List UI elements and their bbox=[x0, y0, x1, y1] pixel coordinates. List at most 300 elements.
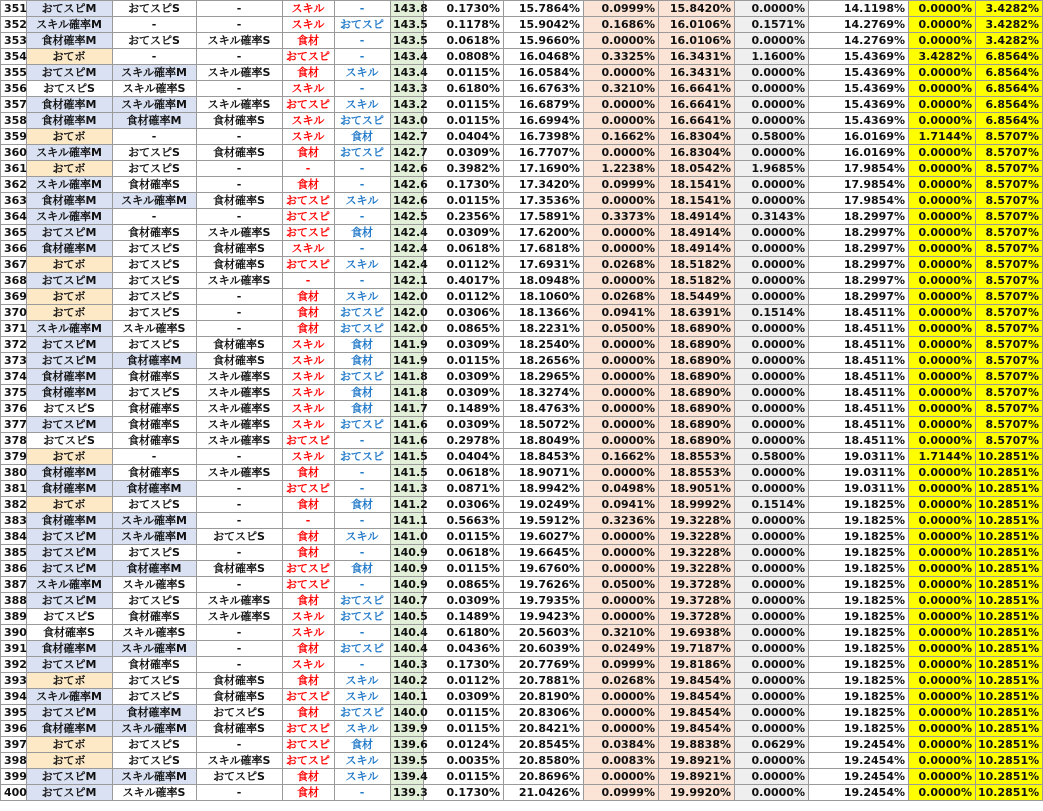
cell-score: 141.3 bbox=[391, 481, 424, 497]
cell-rank: 369 bbox=[1, 289, 27, 305]
cell-score: 140.0 bbox=[391, 705, 424, 721]
cell-sub-skill-2: スキル確率M bbox=[113, 529, 197, 545]
cell-prob-b: 0.0000% bbox=[735, 609, 809, 625]
cell-nature-down: - bbox=[335, 657, 391, 673]
cell-sub-skill-1: 食材確率S bbox=[27, 625, 113, 641]
cell-prob-c: 0.0000% bbox=[909, 209, 976, 225]
table-row bbox=[1, 49, 1043, 65]
cell-cumulative-b: 19.1825% bbox=[809, 689, 909, 705]
cell-probability: 0.0115% bbox=[424, 705, 504, 721]
cell-probability: 0.0115% bbox=[424, 65, 504, 81]
cell-prob-b: 0.0000% bbox=[735, 337, 809, 353]
cell-sub-skill-1: 食材確率M bbox=[27, 385, 113, 401]
cell-cumulative-probability: 18.8049% bbox=[504, 433, 584, 449]
cell-nature-up: おてスピ bbox=[283, 433, 335, 449]
cell-score: 142.6 bbox=[391, 193, 424, 209]
cell-cumulative-a: 16.6641% bbox=[659, 81, 735, 97]
cell-rank: 378 bbox=[1, 433, 27, 449]
cell-cumulative-b: 19.1825% bbox=[809, 561, 909, 577]
cell-sub-skill-2: スキル確率S bbox=[113, 577, 197, 593]
table-row bbox=[1, 705, 1043, 721]
cell-cumulative-probability: 18.2656% bbox=[504, 353, 584, 369]
cell-sub-skill-3: - bbox=[197, 209, 283, 225]
cell-cumulative-b: 18.4511% bbox=[809, 417, 909, 433]
cell-nature-down: 食材 bbox=[335, 401, 391, 417]
cell-cumulative-a: 19.3228% bbox=[659, 529, 735, 545]
cell-score: 142.7 bbox=[391, 145, 424, 161]
cell-cumulative-probability: 16.0584% bbox=[504, 65, 584, 81]
cell-sub-skill-3: 食材確率S bbox=[197, 673, 283, 689]
cell-prob-a: 0.0000% bbox=[584, 721, 659, 737]
cell-cumulative-probability: 16.7398% bbox=[504, 129, 584, 145]
cell-prob-a: 0.1662% bbox=[584, 449, 659, 465]
table-row bbox=[1, 609, 1043, 625]
cell-rank: 374 bbox=[1, 369, 27, 385]
cell-nature-down: おてスピ bbox=[335, 705, 391, 721]
cell-score: 143.4 bbox=[391, 49, 424, 65]
cell-score: 141.8 bbox=[391, 369, 424, 385]
cell-rank: 380 bbox=[1, 465, 27, 481]
cell-probability: 0.0309% bbox=[424, 417, 504, 433]
cell-probability: 0.2978% bbox=[424, 433, 504, 449]
cell-score: 142.0 bbox=[391, 289, 424, 305]
cell-prob-b: 0.1571% bbox=[735, 17, 809, 33]
cell-cumulative-c: 10.2851% bbox=[976, 753, 1043, 769]
cell-cumulative-a: 18.9051% bbox=[659, 481, 735, 497]
cell-nature-down: 食材 bbox=[335, 737, 391, 753]
cell-cumulative-b: 18.4511% bbox=[809, 305, 909, 321]
cell-score: 142.5 bbox=[391, 209, 424, 225]
cell-score: 143.5 bbox=[391, 17, 424, 33]
cell-sub-skill-1: おてスピM bbox=[27, 785, 113, 801]
cell-nature-down: おてスピ bbox=[335, 321, 391, 337]
cell-prob-b: 0.0000% bbox=[735, 513, 809, 529]
cell-sub-skill-1: おてスピM bbox=[27, 337, 113, 353]
cell-cumulative-a: 19.3228% bbox=[659, 513, 735, 529]
cell-cumulative-a: 16.8304% bbox=[659, 129, 735, 145]
cell-cumulative-probability: 20.8545% bbox=[504, 737, 584, 753]
cell-prob-a: 0.0000% bbox=[584, 593, 659, 609]
cell-rank: 383 bbox=[1, 513, 27, 529]
cell-rank: 366 bbox=[1, 241, 27, 257]
cell-rank: 386 bbox=[1, 561, 27, 577]
cell-sub-skill-2: おてスピS bbox=[113, 1, 197, 17]
cell-prob-c: 0.0000% bbox=[909, 417, 976, 433]
table-row bbox=[1, 113, 1043, 129]
cell-cumulative-probability: 16.6763% bbox=[504, 81, 584, 97]
cell-rank: 385 bbox=[1, 545, 27, 561]
cell-prob-c: 0.0000% bbox=[909, 641, 976, 657]
cell-probability: 0.0309% bbox=[424, 145, 504, 161]
cell-cumulative-a: 19.8454% bbox=[659, 689, 735, 705]
cell-prob-c: 0.0000% bbox=[909, 705, 976, 721]
cell-cumulative-probability: 18.1366% bbox=[504, 305, 584, 321]
cell-cumulative-b: 18.4511% bbox=[809, 401, 909, 417]
cell-sub-skill-3: - bbox=[197, 641, 283, 657]
cell-prob-b: 0.0000% bbox=[735, 369, 809, 385]
cell-sub-skill-3: スキル確率S bbox=[197, 65, 283, 81]
cell-sub-skill-2: スキル確率M bbox=[113, 721, 197, 737]
cell-cumulative-probability: 19.6027% bbox=[504, 529, 584, 545]
cell-nature-down: 食材 bbox=[335, 385, 391, 401]
cell-nature-up: 食材 bbox=[283, 497, 335, 513]
cell-cumulative-c: 8.5707% bbox=[976, 161, 1043, 177]
cell-prob-a: 0.3210% bbox=[584, 625, 659, 641]
cell-probability: 0.0618% bbox=[424, 465, 504, 481]
cell-cumulative-a: 16.6641% bbox=[659, 113, 735, 129]
cell-nature-down: - bbox=[335, 481, 391, 497]
cell-rank: 359 bbox=[1, 129, 27, 145]
table-row bbox=[1, 561, 1043, 577]
cell-cumulative-probability: 20.8696% bbox=[504, 769, 584, 785]
cell-cumulative-c: 8.5707% bbox=[976, 353, 1043, 369]
cell-sub-skill-3: スキル確率S bbox=[197, 401, 283, 417]
cell-cumulative-b: 18.2997% bbox=[809, 257, 909, 273]
cell-score: 143.8 bbox=[391, 1, 424, 17]
cell-nature-up: スキル bbox=[283, 81, 335, 97]
cell-prob-a: 0.0500% bbox=[584, 321, 659, 337]
cell-prob-a: 0.0000% bbox=[584, 369, 659, 385]
cell-cumulative-a: 15.8420% bbox=[659, 1, 735, 17]
table-row bbox=[1, 641, 1043, 657]
table-row bbox=[1, 289, 1043, 305]
cell-probability: 0.0404% bbox=[424, 129, 504, 145]
cell-rank: 363 bbox=[1, 193, 27, 209]
cell-cumulative-a: 19.8186% bbox=[659, 657, 735, 673]
table-row bbox=[1, 545, 1043, 561]
cell-probability: 0.1489% bbox=[424, 609, 504, 625]
cell-cumulative-c: 3.4282% bbox=[976, 1, 1043, 17]
cell-cumulative-b: 19.0311% bbox=[809, 449, 909, 465]
cell-prob-a: 0.0000% bbox=[584, 33, 659, 49]
cell-score: 141.5 bbox=[391, 465, 424, 481]
cell-sub-skill-1: 食材確率M bbox=[27, 97, 113, 113]
cell-nature-down: スキル bbox=[335, 529, 391, 545]
cell-cumulative-probability: 17.6818% bbox=[504, 241, 584, 257]
cell-score: 140.9 bbox=[391, 545, 424, 561]
table-row bbox=[1, 145, 1043, 161]
cell-cumulative-probability: 19.7935% bbox=[504, 593, 584, 609]
cell-cumulative-probability: 17.3536% bbox=[504, 193, 584, 209]
cell-prob-c: 0.0000% bbox=[909, 593, 976, 609]
table-row bbox=[1, 401, 1043, 417]
cell-rank: 388 bbox=[1, 593, 27, 609]
cell-cumulative-b: 19.1825% bbox=[809, 625, 909, 641]
cell-cumulative-b: 18.4511% bbox=[809, 337, 909, 353]
cell-probability: 0.6180% bbox=[424, 625, 504, 641]
cell-nature-up: スキル bbox=[283, 657, 335, 673]
cell-nature-down: - bbox=[335, 241, 391, 257]
cell-cumulative-probability: 18.2231% bbox=[504, 321, 584, 337]
cell-prob-b: 0.0000% bbox=[735, 225, 809, 241]
cell-nature-down: 食材 bbox=[335, 497, 391, 513]
cell-cumulative-c: 8.5707% bbox=[976, 321, 1043, 337]
cell-cumulative-b: 18.2997% bbox=[809, 273, 909, 289]
cell-probability: 0.5663% bbox=[424, 513, 504, 529]
cell-sub-skill-3: おてスピS bbox=[197, 769, 283, 785]
cell-cumulative-c: 10.2851% bbox=[976, 529, 1043, 545]
cell-cumulative-c: 8.5707% bbox=[976, 209, 1043, 225]
cell-score: 140.9 bbox=[391, 577, 424, 593]
cell-nature-up: おてスピ bbox=[283, 721, 335, 737]
cell-sub-skill-1: 食材確率M bbox=[27, 241, 113, 257]
cell-prob-c: 0.0000% bbox=[909, 433, 976, 449]
cell-prob-b: 1.9685% bbox=[735, 161, 809, 177]
cell-rank: 390 bbox=[1, 625, 27, 641]
cell-nature-up: 食材 bbox=[283, 145, 335, 161]
cell-rank: 358 bbox=[1, 113, 27, 129]
cell-probability: 0.0404% bbox=[424, 449, 504, 465]
cell-prob-a: 0.3210% bbox=[584, 81, 659, 97]
cell-cumulative-a: 18.6391% bbox=[659, 305, 735, 321]
cell-prob-c: 0.0000% bbox=[909, 785, 976, 801]
cell-cumulative-probability: 18.1060% bbox=[504, 289, 584, 305]
cell-score: 142.0 bbox=[391, 321, 424, 337]
cell-sub-skill-2: 食材確率S bbox=[113, 417, 197, 433]
cell-rank: 377 bbox=[1, 417, 27, 433]
cell-nature-up: スキル bbox=[283, 625, 335, 641]
cell-cumulative-a: 16.0106% bbox=[659, 33, 735, 49]
cell-probability: 0.0115% bbox=[424, 97, 504, 113]
table-row bbox=[1, 369, 1043, 385]
cell-prob-a: 0.3373% bbox=[584, 209, 659, 225]
cell-cumulative-a: 18.6890% bbox=[659, 433, 735, 449]
cell-sub-skill-1: おてスピS bbox=[27, 609, 113, 625]
cell-cumulative-a: 18.8553% bbox=[659, 465, 735, 481]
cell-nature-up: 食材 bbox=[283, 545, 335, 561]
cell-prob-a: 0.0268% bbox=[584, 257, 659, 273]
cell-prob-b: 0.0000% bbox=[735, 705, 809, 721]
cell-sub-skill-1: おてスピS bbox=[27, 81, 113, 97]
cell-cumulative-b: 19.1825% bbox=[809, 529, 909, 545]
cell-cumulative-probability: 20.8190% bbox=[504, 689, 584, 705]
cell-cumulative-probability: 20.7881% bbox=[504, 673, 584, 689]
cell-cumulative-b: 18.2997% bbox=[809, 209, 909, 225]
cell-cumulative-c: 8.5707% bbox=[976, 337, 1043, 353]
cell-rank: 379 bbox=[1, 449, 27, 465]
cell-cumulative-c: 6.8564% bbox=[976, 113, 1043, 129]
cell-sub-skill-2: スキル確率M bbox=[113, 769, 197, 785]
cell-rank: 354 bbox=[1, 49, 27, 65]
cell-score: 140.9 bbox=[391, 561, 424, 577]
cell-probability: 0.1730% bbox=[424, 177, 504, 193]
table-row bbox=[1, 97, 1043, 113]
cell-probability: 0.2356% bbox=[424, 209, 504, 225]
cell-cumulative-c: 10.2851% bbox=[976, 689, 1043, 705]
cell-sub-skill-2: 食材確率S bbox=[113, 433, 197, 449]
cell-prob-a: 0.1686% bbox=[584, 17, 659, 33]
cell-probability: 0.0115% bbox=[424, 113, 504, 129]
cell-cumulative-b: 17.9854% bbox=[809, 161, 909, 177]
cell-nature-up: おてスピ bbox=[283, 193, 335, 209]
cell-sub-skill-2: 食材確率M bbox=[113, 561, 197, 577]
cell-cumulative-c: 10.2851% bbox=[976, 705, 1043, 721]
cell-nature-down: - bbox=[335, 177, 391, 193]
cell-sub-skill-2: 食材確率S bbox=[113, 177, 197, 193]
cell-prob-a: 0.0000% bbox=[584, 417, 659, 433]
cell-prob-b: 0.1514% bbox=[735, 305, 809, 321]
cell-cumulative-a: 18.4914% bbox=[659, 225, 735, 241]
cell-sub-skill-3: スキル確率S bbox=[197, 225, 283, 241]
cell-cumulative-b: 18.4511% bbox=[809, 321, 909, 337]
cell-sub-skill-1: おてスピS bbox=[27, 401, 113, 417]
table-row bbox=[1, 33, 1043, 49]
table-row bbox=[1, 177, 1043, 193]
cell-sub-skill-1: おてスピM bbox=[27, 65, 113, 81]
cell-prob-b: 0.0000% bbox=[735, 385, 809, 401]
cell-sub-skill-3: スキル確率S bbox=[197, 97, 283, 113]
cell-sub-skill-2: スキル確率M bbox=[113, 513, 197, 529]
table-row bbox=[1, 513, 1043, 529]
cell-rank: 361 bbox=[1, 161, 27, 177]
cell-prob-a: 0.0000% bbox=[584, 145, 659, 161]
cell-nature-up: おてスピ bbox=[283, 737, 335, 753]
cell-cumulative-c: 8.5707% bbox=[976, 289, 1043, 305]
cell-probability: 0.0871% bbox=[424, 481, 504, 497]
cell-sub-skill-2: - bbox=[113, 49, 197, 65]
cell-nature-up: スキル bbox=[283, 449, 335, 465]
cell-probability: 0.0112% bbox=[424, 289, 504, 305]
cell-cumulative-b: 14.1198% bbox=[809, 1, 909, 17]
cell-score: 141.6 bbox=[391, 433, 424, 449]
cell-sub-skill-2: おてスピS bbox=[113, 305, 197, 321]
cell-prob-c: 0.0000% bbox=[909, 97, 976, 113]
cell-score: 141.2 bbox=[391, 497, 424, 513]
cell-nature-down: スキル bbox=[335, 257, 391, 273]
cell-prob-b: 0.0000% bbox=[735, 561, 809, 577]
cell-prob-c: 0.0000% bbox=[909, 65, 976, 81]
cell-cumulative-probability: 20.7769% bbox=[504, 657, 584, 673]
cell-sub-skill-1: 食材確率M bbox=[27, 641, 113, 657]
cell-score: 142.4 bbox=[391, 257, 424, 273]
cell-probability: 0.0309% bbox=[424, 337, 504, 353]
table-row bbox=[1, 81, 1043, 97]
cell-nature-down: おてスピ bbox=[335, 305, 391, 321]
cell-rank: 375 bbox=[1, 385, 27, 401]
cell-cumulative-probability: 18.9071% bbox=[504, 465, 584, 481]
cell-prob-a: 0.0000% bbox=[584, 97, 659, 113]
cell-cumulative-b: 16.0169% bbox=[809, 129, 909, 145]
cell-prob-a: 0.0249% bbox=[584, 641, 659, 657]
cell-cumulative-b: 19.1825% bbox=[809, 593, 909, 609]
cell-prob-c: 0.0000% bbox=[909, 673, 976, 689]
cell-cumulative-b: 15.4369% bbox=[809, 81, 909, 97]
cell-prob-c: 0.0000% bbox=[909, 769, 976, 785]
cell-sub-skill-1: おてスピM bbox=[27, 657, 113, 673]
cell-nature-up: 食材 bbox=[283, 769, 335, 785]
cell-sub-skill-1: 食材確率M bbox=[27, 513, 113, 529]
table-row bbox=[1, 577, 1043, 593]
table-row bbox=[1, 673, 1043, 689]
cell-sub-skill-1: おてボ bbox=[27, 449, 113, 465]
cell-rank: 371 bbox=[1, 321, 27, 337]
cell-sub-skill-3: スキル確率S bbox=[197, 33, 283, 49]
cell-prob-a: 0.1662% bbox=[584, 129, 659, 145]
cell-cumulative-probability: 17.3420% bbox=[504, 177, 584, 193]
cell-cumulative-c: 10.2851% bbox=[976, 577, 1043, 593]
cell-nature-up: 食材 bbox=[283, 593, 335, 609]
cell-sub-skill-3: - bbox=[197, 657, 283, 673]
cell-score: 139.3 bbox=[391, 785, 424, 801]
cell-sub-skill-3: - bbox=[197, 785, 283, 801]
cell-cumulative-c: 8.5707% bbox=[976, 145, 1043, 161]
cell-rank: 376 bbox=[1, 401, 27, 417]
cell-cumulative-c: 3.4282% bbox=[976, 33, 1043, 49]
cell-probability: 0.0115% bbox=[424, 353, 504, 369]
cell-prob-b: 0.0000% bbox=[735, 753, 809, 769]
cell-prob-c: 0.0000% bbox=[909, 321, 976, 337]
cell-sub-skill-1: おてボ bbox=[27, 497, 113, 513]
cell-rank: 395 bbox=[1, 705, 27, 721]
cell-cumulative-a: 18.6890% bbox=[659, 385, 735, 401]
cell-sub-skill-2: - bbox=[113, 449, 197, 465]
cell-sub-skill-3: 食材確率S bbox=[197, 257, 283, 273]
cell-nature-up: スキル bbox=[283, 337, 335, 353]
cell-prob-c: 0.0000% bbox=[909, 753, 976, 769]
cell-cumulative-a: 16.8304% bbox=[659, 145, 735, 161]
cell-nature-up: おてスピ bbox=[283, 689, 335, 705]
cell-cumulative-a: 18.0542% bbox=[659, 161, 735, 177]
cell-score: 141.1 bbox=[391, 513, 424, 529]
cell-prob-a: 0.0999% bbox=[584, 785, 659, 801]
cell-sub-skill-2: - bbox=[113, 17, 197, 33]
cell-cumulative-c: 10.2851% bbox=[976, 609, 1043, 625]
cell-prob-b: 0.0000% bbox=[735, 113, 809, 129]
cell-nature-up: - bbox=[283, 273, 335, 289]
table-row bbox=[1, 737, 1043, 753]
cell-prob-c: 0.0000% bbox=[909, 689, 976, 705]
cell-cumulative-c: 10.2851% bbox=[976, 769, 1043, 785]
cell-cumulative-a: 19.8454% bbox=[659, 705, 735, 721]
cell-sub-skill-2: - bbox=[113, 209, 197, 225]
cell-nature-down: - bbox=[335, 273, 391, 289]
cell-prob-b: 0.0000% bbox=[735, 593, 809, 609]
cell-probability: 0.0309% bbox=[424, 385, 504, 401]
table-row bbox=[1, 481, 1043, 497]
cell-sub-skill-1: おてボ bbox=[27, 753, 113, 769]
cell-prob-c: 0.0000% bbox=[909, 1, 976, 17]
cell-cumulative-probability: 19.0249% bbox=[504, 497, 584, 513]
cell-cumulative-b: 19.0311% bbox=[809, 481, 909, 497]
cell-rank: 396 bbox=[1, 721, 27, 737]
cell-cumulative-probability: 16.6879% bbox=[504, 97, 584, 113]
cell-prob-b: 0.0000% bbox=[735, 545, 809, 561]
cell-prob-a: 0.0268% bbox=[584, 673, 659, 689]
cell-sub-skill-3: おてスピS bbox=[197, 705, 283, 721]
cell-sub-skill-1: おてスピM bbox=[27, 593, 113, 609]
table-row bbox=[1, 225, 1043, 241]
cell-nature-up: スキル bbox=[283, 385, 335, 401]
cell-probability: 0.0112% bbox=[424, 257, 504, 273]
cell-prob-c: 3.4282% bbox=[909, 49, 976, 65]
cell-sub-skill-3: スキル確率S bbox=[197, 273, 283, 289]
table-row bbox=[1, 753, 1043, 769]
cell-cumulative-b: 15.4369% bbox=[809, 97, 909, 113]
cell-cumulative-b: 14.2769% bbox=[809, 33, 909, 49]
cell-cumulative-probability: 15.9660% bbox=[504, 33, 584, 49]
cell-cumulative-probability: 18.4763% bbox=[504, 401, 584, 417]
cell-cumulative-b: 15.4369% bbox=[809, 113, 909, 129]
cell-sub-skill-3: 食材確率S bbox=[197, 561, 283, 577]
cell-score: 140.2 bbox=[391, 673, 424, 689]
cell-prob-c: 0.0000% bbox=[909, 545, 976, 561]
cell-nature-up: おてスピ bbox=[283, 481, 335, 497]
cell-sub-skill-1: おてボ bbox=[27, 257, 113, 273]
cell-prob-a: 1.2238% bbox=[584, 161, 659, 177]
cell-nature-down: おてスピ bbox=[335, 17, 391, 33]
cell-cumulative-probability: 17.5891% bbox=[504, 209, 584, 225]
cell-sub-skill-1: スキル確率M bbox=[27, 689, 113, 705]
